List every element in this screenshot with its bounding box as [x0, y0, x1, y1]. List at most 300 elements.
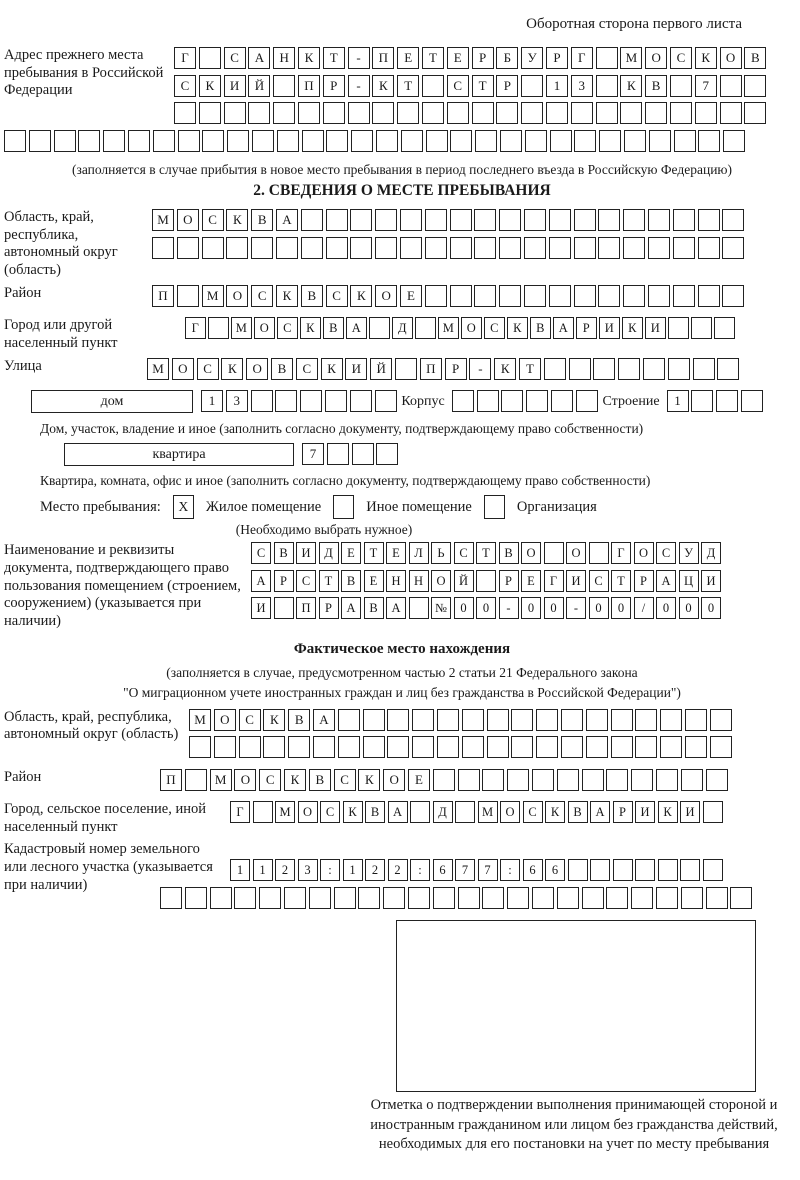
char-cell[interactable]: П — [420, 358, 442, 380]
char-cell[interactable]: О — [461, 317, 482, 339]
char-cell[interactable]: М — [275, 801, 295, 823]
char-cell[interactable]: 0 — [589, 597, 609, 619]
char-cell[interactable]: 1 — [253, 859, 273, 881]
char-cell[interactable] — [482, 769, 504, 791]
char-cell[interactable]: Р — [634, 570, 654, 592]
char-cell[interactable] — [401, 130, 423, 152]
char-cell[interactable]: А — [553, 317, 574, 339]
char-cell[interactable]: В — [271, 358, 293, 380]
street-row[interactable] — [147, 358, 742, 380]
char-cell[interactable] — [648, 285, 670, 307]
char-cell[interactable]: - — [566, 597, 586, 619]
char-cell[interactable]: С — [454, 542, 474, 564]
char-cell[interactable]: К — [658, 801, 678, 823]
document-row-2[interactable] — [251, 570, 724, 592]
char-cell[interactable]: Т — [611, 570, 631, 592]
char-cell[interactable]: Т — [519, 358, 541, 380]
char-cell[interactable]: С — [523, 801, 543, 823]
prev-address-row-4[interactable] — [4, 130, 769, 152]
char-cell[interactable] — [284, 887, 306, 909]
char-cell[interactable] — [660, 709, 682, 731]
char-cell[interactable]: Е — [341, 542, 361, 564]
char-cell[interactable]: А — [251, 570, 271, 592]
char-cell[interactable] — [635, 859, 655, 881]
char-cell[interactable]: К — [622, 317, 643, 339]
char-cell[interactable]: С — [197, 358, 219, 380]
char-cell[interactable] — [598, 237, 620, 259]
char-cell[interactable] — [576, 390, 598, 412]
char-cell[interactable] — [462, 709, 484, 731]
char-cell[interactable] — [714, 317, 735, 339]
char-cell[interactable] — [680, 859, 700, 881]
char-cell[interactable]: О — [177, 209, 199, 231]
char-cell[interactable]: Е — [447, 47, 469, 69]
char-cell[interactable] — [507, 887, 529, 909]
char-cell[interactable] — [383, 887, 405, 909]
char-cell[interactable]: Р — [274, 570, 294, 592]
char-cell[interactable]: О — [500, 801, 520, 823]
char-cell[interactable] — [521, 102, 543, 124]
char-cell[interactable] — [450, 237, 472, 259]
char-cell[interactable] — [397, 102, 419, 124]
char-cell[interactable]: Т — [364, 542, 384, 564]
char-cell[interactable]: А — [276, 209, 298, 231]
char-cell[interactable] — [673, 237, 695, 259]
char-cell[interactable] — [551, 390, 573, 412]
char-cell[interactable] — [226, 237, 248, 259]
char-cell[interactable]: Б — [496, 47, 518, 69]
char-cell[interactable] — [350, 390, 372, 412]
char-cell[interactable] — [586, 736, 608, 758]
char-cell[interactable]: 0 — [611, 597, 631, 619]
char-cell[interactable] — [611, 736, 633, 758]
char-cell[interactable]: 0 — [701, 597, 721, 619]
char-cell[interactable] — [348, 102, 370, 124]
char-cell[interactable] — [685, 736, 707, 758]
char-cell[interactable] — [648, 237, 670, 259]
char-cell[interactable]: С — [259, 769, 281, 791]
region-row-1[interactable] — [152, 209, 747, 231]
char-cell[interactable] — [326, 130, 348, 152]
char-cell[interactable] — [412, 709, 434, 731]
char-cell[interactable]: 7 — [302, 443, 324, 465]
char-cell[interactable] — [561, 736, 583, 758]
char-cell[interactable]: О — [375, 285, 397, 307]
char-cell[interactable] — [437, 736, 459, 758]
char-cell[interactable] — [710, 709, 732, 731]
document-row-3[interactable] — [251, 597, 724, 619]
char-cell[interactable]: С — [656, 542, 676, 564]
char-cell[interactable] — [720, 75, 742, 97]
char-cell[interactable] — [546, 102, 568, 124]
char-cell[interactable]: П — [296, 597, 316, 619]
char-cell[interactable] — [450, 209, 472, 231]
char-cell[interactable]: 1 — [546, 75, 568, 97]
char-cell[interactable]: М — [620, 47, 642, 69]
char-cell[interactable] — [722, 237, 744, 259]
char-cell[interactable]: М — [210, 769, 232, 791]
char-cell[interactable] — [450, 130, 472, 152]
char-cell[interactable]: 2 — [388, 859, 408, 881]
char-cell[interactable] — [185, 887, 207, 909]
checkbox-other-premises[interactable] — [333, 495, 354, 519]
char-cell[interactable] — [670, 102, 692, 124]
char-cell[interactable]: К — [263, 709, 285, 731]
char-cell[interactable] — [623, 237, 645, 259]
char-cell[interactable]: : — [410, 859, 430, 881]
char-cell[interactable]: И — [251, 597, 271, 619]
char-cell[interactable]: Т — [397, 75, 419, 97]
char-cell[interactable]: Р — [323, 75, 345, 97]
char-cell[interactable]: В — [645, 75, 667, 97]
char-cell[interactable]: К — [321, 358, 343, 380]
char-cell[interactable] — [447, 102, 469, 124]
char-cell[interactable] — [706, 887, 728, 909]
char-cell[interactable] — [593, 358, 615, 380]
char-cell[interactable] — [202, 237, 224, 259]
char-cell[interactable] — [177, 237, 199, 259]
char-cell[interactable] — [574, 130, 596, 152]
char-cell[interactable] — [275, 390, 297, 412]
char-cell[interactable]: 6 — [433, 859, 453, 881]
char-cell[interactable] — [716, 390, 738, 412]
char-cell[interactable]: 0 — [454, 597, 474, 619]
char-cell[interactable] — [574, 285, 596, 307]
char-cell[interactable]: Й — [370, 358, 392, 380]
char-cell[interactable]: В — [364, 597, 384, 619]
char-cell[interactable]: - — [348, 47, 370, 69]
char-cell[interactable]: И — [680, 801, 700, 823]
char-cell[interactable]: В — [341, 570, 361, 592]
char-cell[interactable] — [376, 443, 398, 465]
char-cell[interactable] — [326, 237, 348, 259]
char-cell[interactable] — [698, 209, 720, 231]
char-cell[interactable] — [274, 597, 294, 619]
char-cell[interactable] — [387, 736, 409, 758]
char-cell[interactable]: С — [202, 209, 224, 231]
prev-address-row-3[interactable] — [174, 102, 769, 124]
char-cell[interactable] — [487, 709, 509, 731]
char-cell[interactable]: П — [160, 769, 182, 791]
char-cell[interactable]: К — [276, 285, 298, 307]
char-cell[interactable]: А — [346, 317, 367, 339]
char-cell[interactable] — [656, 769, 678, 791]
char-cell[interactable]: 1 — [230, 859, 250, 881]
char-cell[interactable] — [273, 75, 295, 97]
char-cell[interactable]: 2 — [275, 859, 295, 881]
char-cell[interactable] — [557, 769, 579, 791]
char-cell[interactable]: К — [358, 769, 380, 791]
char-cell[interactable]: Е — [397, 47, 419, 69]
char-cell[interactable] — [277, 130, 299, 152]
char-cell[interactable]: И — [635, 801, 655, 823]
char-cell[interactable]: П — [372, 47, 394, 69]
char-cell[interactable] — [606, 769, 628, 791]
char-cell[interactable] — [224, 102, 246, 124]
char-cell[interactable] — [199, 47, 221, 69]
char-cell[interactable] — [586, 709, 608, 731]
char-cell[interactable] — [425, 237, 447, 259]
char-cell[interactable] — [698, 130, 720, 152]
char-cell[interactable] — [532, 769, 554, 791]
char-cell[interactable] — [561, 709, 583, 731]
char-cell[interactable] — [458, 887, 480, 909]
char-cell[interactable] — [309, 887, 331, 909]
char-cell[interactable] — [400, 209, 422, 231]
char-cell[interactable] — [375, 390, 397, 412]
char-cell[interactable]: 7 — [455, 859, 475, 881]
char-cell[interactable]: Г — [544, 570, 564, 592]
char-cell[interactable]: 0 — [544, 597, 564, 619]
char-cell[interactable]: О — [234, 769, 256, 791]
char-cell[interactable] — [29, 130, 51, 152]
char-cell[interactable]: А — [341, 597, 361, 619]
char-cell[interactable] — [596, 47, 618, 69]
char-cell[interactable] — [568, 859, 588, 881]
actual-region-row-2[interactable] — [189, 736, 735, 758]
char-cell[interactable]: В — [309, 769, 331, 791]
char-cell[interactable] — [557, 887, 579, 909]
char-cell[interactable] — [703, 859, 723, 881]
char-cell[interactable] — [227, 130, 249, 152]
char-cell[interactable]: С — [296, 570, 316, 592]
char-cell[interactable] — [437, 709, 459, 731]
char-cell[interactable]: 1 — [667, 390, 689, 412]
document-row-1[interactable] — [251, 542, 724, 564]
char-cell[interactable]: Р — [472, 47, 494, 69]
char-cell[interactable]: Т — [422, 47, 444, 69]
char-cell[interactable] — [253, 801, 273, 823]
char-cell[interactable]: Т — [472, 75, 494, 97]
char-cell[interactable] — [338, 709, 360, 731]
char-cell[interactable] — [408, 887, 430, 909]
char-cell[interactable] — [376, 130, 398, 152]
char-cell[interactable]: О — [254, 317, 275, 339]
char-cell[interactable]: А — [590, 801, 610, 823]
char-cell[interactable]: Й — [454, 570, 474, 592]
char-cell[interactable] — [571, 102, 593, 124]
char-cell[interactable]: 3 — [226, 390, 248, 412]
char-cell[interactable]: К — [221, 358, 243, 380]
char-cell[interactable]: В — [744, 47, 766, 69]
char-cell[interactable]: К — [284, 769, 306, 791]
char-cell[interactable] — [263, 736, 285, 758]
char-cell[interactable] — [210, 887, 232, 909]
char-cell[interactable]: 6 — [545, 859, 565, 881]
char-cell[interactable] — [511, 709, 533, 731]
char-cell[interactable] — [744, 102, 766, 124]
char-cell[interactable] — [703, 801, 723, 823]
char-cell[interactable] — [334, 887, 356, 909]
char-cell[interactable]: И — [224, 75, 246, 97]
char-cell[interactable]: Р — [576, 317, 597, 339]
region-row-2[interactable] — [152, 237, 747, 259]
char-cell[interactable] — [635, 736, 657, 758]
char-cell[interactable] — [358, 887, 380, 909]
char-cell[interactable] — [462, 736, 484, 758]
char-cell[interactable] — [524, 237, 546, 259]
char-cell[interactable] — [574, 237, 596, 259]
char-cell[interactable]: С — [174, 75, 196, 97]
char-cell[interactable]: К — [372, 75, 394, 97]
char-cell[interactable] — [499, 237, 521, 259]
char-cell[interactable]: В — [274, 542, 294, 564]
char-cell[interactable] — [410, 801, 430, 823]
char-cell[interactable]: Е — [400, 285, 422, 307]
actual-region-row-1[interactable] — [189, 709, 735, 731]
char-cell[interactable] — [415, 317, 436, 339]
char-cell[interactable] — [660, 736, 682, 758]
char-cell[interactable]: К — [545, 801, 565, 823]
char-cell[interactable]: О — [298, 801, 318, 823]
char-cell[interactable]: М — [152, 209, 174, 231]
char-cell[interactable] — [352, 443, 374, 465]
char-cell[interactable] — [422, 102, 444, 124]
char-cell[interactable] — [590, 859, 610, 881]
char-cell[interactable]: Ц — [679, 570, 699, 592]
char-cell[interactable] — [698, 285, 720, 307]
char-cell[interactable]: 6 — [523, 859, 543, 881]
char-cell[interactable] — [338, 736, 360, 758]
char-cell[interactable] — [658, 859, 678, 881]
char-cell[interactable]: 7 — [695, 75, 717, 97]
char-cell[interactable] — [302, 130, 324, 152]
char-cell[interactable]: Р — [445, 358, 467, 380]
char-cell[interactable]: А — [386, 597, 406, 619]
char-cell[interactable] — [717, 358, 739, 380]
char-cell[interactable]: Е — [386, 542, 406, 564]
char-cell[interactable] — [412, 736, 434, 758]
char-cell[interactable]: М — [231, 317, 252, 339]
char-cell[interactable] — [643, 358, 665, 380]
char-cell[interactable] — [487, 736, 509, 758]
char-cell[interactable]: К — [199, 75, 221, 97]
char-cell[interactable] — [452, 390, 474, 412]
char-cell[interactable]: : — [320, 859, 340, 881]
char-cell[interactable]: Д — [319, 542, 339, 564]
char-cell[interactable]: О — [383, 769, 405, 791]
char-cell[interactable] — [532, 887, 554, 909]
char-cell[interactable]: И — [701, 570, 721, 592]
char-cell[interactable]: Р — [546, 47, 568, 69]
char-cell[interactable] — [649, 130, 671, 152]
char-cell[interactable]: 2 — [365, 859, 385, 881]
char-cell[interactable]: 3 — [298, 859, 318, 881]
char-cell[interactable] — [458, 769, 480, 791]
char-cell[interactable] — [620, 102, 642, 124]
char-cell[interactable] — [433, 887, 455, 909]
char-cell[interactable] — [656, 887, 678, 909]
char-cell[interactable]: 1 — [201, 390, 223, 412]
char-cell[interactable] — [550, 130, 572, 152]
char-cell[interactable]: В — [365, 801, 385, 823]
char-cell[interactable] — [422, 75, 444, 97]
cadastral-row-2[interactable] — [160, 887, 755, 909]
char-cell[interactable]: О — [214, 709, 236, 731]
char-cell[interactable]: С — [484, 317, 505, 339]
char-cell[interactable] — [645, 102, 667, 124]
char-cell[interactable] — [425, 209, 447, 231]
char-cell[interactable] — [635, 709, 657, 731]
char-cell[interactable]: В — [323, 317, 344, 339]
char-cell[interactable]: О — [720, 47, 742, 69]
char-cell[interactable] — [673, 285, 695, 307]
char-cell[interactable] — [691, 390, 713, 412]
char-cell[interactable] — [582, 769, 604, 791]
char-cell[interactable]: И — [296, 542, 316, 564]
char-cell[interactable] — [363, 709, 385, 731]
char-cell[interactable]: У — [521, 47, 543, 69]
char-cell[interactable] — [668, 317, 689, 339]
char-cell[interactable] — [524, 285, 546, 307]
char-cell[interactable] — [536, 736, 558, 758]
char-cell[interactable]: Л — [409, 542, 429, 564]
char-cell[interactable]: С — [251, 542, 271, 564]
char-cell[interactable] — [276, 237, 298, 259]
char-cell[interactable] — [723, 130, 745, 152]
char-cell[interactable] — [598, 209, 620, 231]
char-cell[interactable] — [596, 75, 618, 97]
char-cell[interactable] — [387, 709, 409, 731]
char-cell[interactable]: К — [343, 801, 363, 823]
char-cell[interactable] — [78, 130, 100, 152]
char-cell[interactable]: В — [288, 709, 310, 731]
char-cell[interactable] — [177, 285, 199, 307]
house-number-cells[interactable] — [201, 390, 399, 412]
char-cell[interactable] — [350, 237, 372, 259]
char-cell[interactable]: О — [431, 570, 451, 592]
char-cell[interactable] — [351, 130, 373, 152]
char-cell[interactable] — [624, 130, 646, 152]
prev-address-row-1[interactable] — [174, 47, 769, 69]
char-cell[interactable]: 0 — [656, 597, 676, 619]
city-row[interactable] — [185, 317, 737, 339]
char-cell[interactable] — [300, 390, 322, 412]
char-cell[interactable]: М — [189, 709, 211, 731]
char-cell[interactable] — [313, 736, 335, 758]
char-cell[interactable] — [730, 887, 752, 909]
char-cell[interactable]: : — [500, 859, 520, 881]
char-cell[interactable] — [536, 709, 558, 731]
char-cell[interactable]: 0 — [679, 597, 699, 619]
char-cell[interactable] — [474, 237, 496, 259]
char-cell[interactable] — [698, 237, 720, 259]
char-cell[interactable] — [298, 102, 320, 124]
char-cell[interactable]: № — [431, 597, 451, 619]
char-cell[interactable] — [500, 130, 522, 152]
char-cell[interactable] — [199, 102, 221, 124]
char-cell[interactable] — [525, 130, 547, 152]
char-cell[interactable]: О — [172, 358, 194, 380]
char-cell[interactable] — [4, 130, 26, 152]
char-cell[interactable]: С — [334, 769, 356, 791]
char-cell[interactable] — [103, 130, 125, 152]
char-cell[interactable]: М — [478, 801, 498, 823]
district-row[interactable] — [152, 285, 747, 307]
char-cell[interactable]: И — [599, 317, 620, 339]
char-cell[interactable] — [450, 285, 472, 307]
char-cell[interactable]: С — [447, 75, 469, 97]
char-cell[interactable] — [501, 390, 523, 412]
char-cell[interactable] — [325, 390, 347, 412]
char-cell[interactable] — [400, 237, 422, 259]
char-cell[interactable] — [596, 102, 618, 124]
char-cell[interactable] — [574, 209, 596, 231]
char-cell[interactable]: 1 — [343, 859, 363, 881]
char-cell[interactable] — [259, 887, 281, 909]
char-cell[interactable]: Т — [323, 47, 345, 69]
char-cell[interactable]: А — [656, 570, 676, 592]
